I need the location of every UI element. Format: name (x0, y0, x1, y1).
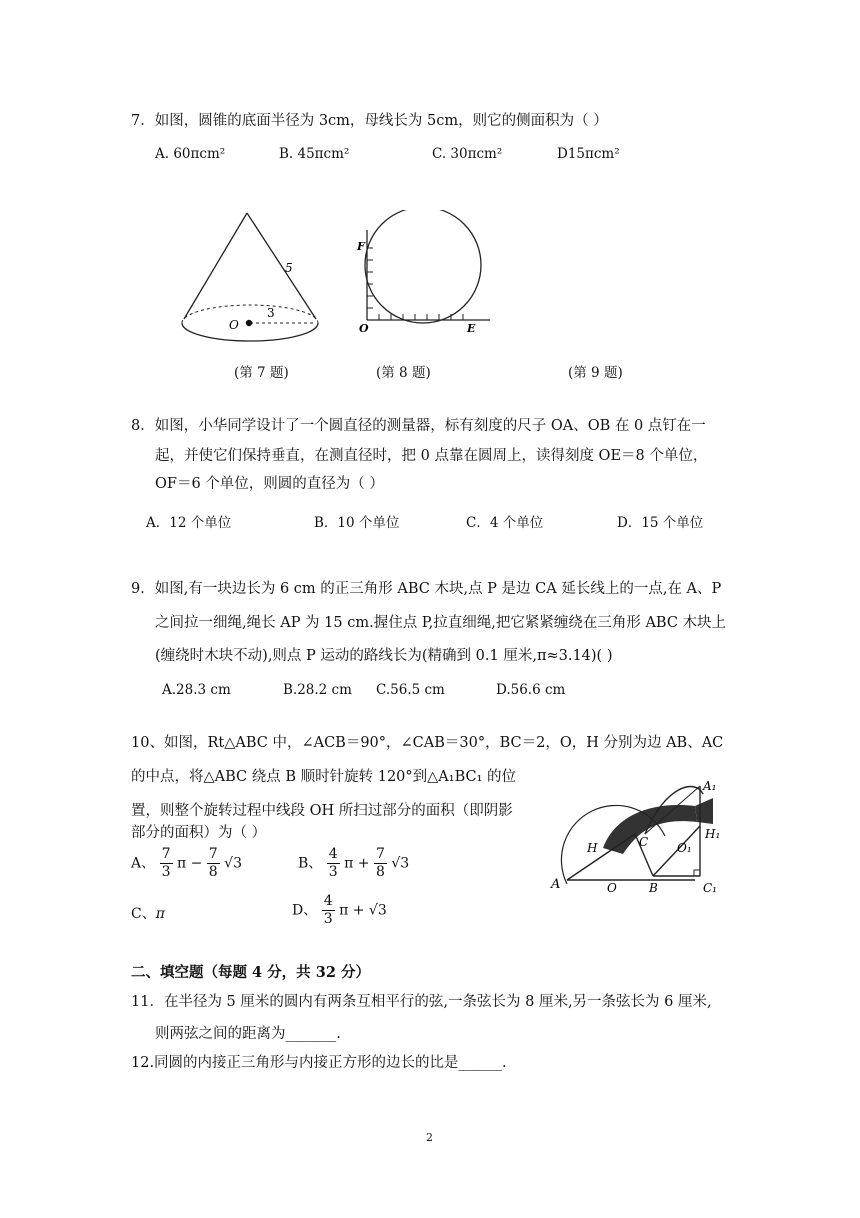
circle-label-f: F (357, 240, 365, 253)
q8-line3: OF＝6 个单位，则圆的直径为（ ） (155, 476, 384, 492)
q8-option-a: A．12 个单位 (146, 515, 232, 531)
q7-option-d: D15πcm² (557, 146, 620, 162)
q11-line1: 11．在半径为 5 厘米的圆内有两条互相平行的弦,一条弦长为 8 厘米,另一条弦长为 6 厘米, (131, 994, 712, 1010)
q9-option-c: C.56.5 cm (376, 682, 445, 698)
fig10-label-c1: C₁ (703, 881, 717, 895)
q10-line4: 部分的面积）为（ ） (131, 825, 267, 841)
fig10-label-o: O (607, 881, 617, 895)
fig10-label-o1: O₁ (677, 841, 692, 855)
fig10-label-a: A (551, 877, 561, 892)
section2-title: 二、填空题（每题 4 分，共 32 分） (131, 964, 370, 981)
q9-option-b: B.28.2 cm (283, 682, 352, 698)
q10-option-d: D、 $\frac{4}{3}$ π + √3 (292, 893, 387, 927)
q10-line1: 10、如图，Rt△ABC 中，∠ACB＝90°，∠CAB＝30°，BC＝2，O，H 分别为边 AB、AC (131, 735, 724, 751)
fig10-label-h: H (587, 841, 598, 855)
q11-line2: 则两弦之间的距离为_______. (155, 1026, 341, 1042)
rotation-figure (545, 776, 730, 896)
q10-option-a: A、 $\frac{7}{3}$ π − $\frac{7}{8}$ √3 (131, 846, 242, 880)
q10-line3: 置，则整个旋转过程中线段 OH 所扫过部分的面积（即阴影 (131, 803, 513, 819)
q8-option-d: D．15 个单位 (617, 515, 704, 531)
circle-label-o: O (359, 322, 369, 335)
q8-line2: 起，并使它们保持垂直，在测直径时，把 0 点靠在圆周上，读得刻度 OE＝8 个单位， (155, 448, 708, 464)
cone-slant-label: 5 (285, 261, 293, 275)
q9-line3: (缠绕时木块不动),则点 P 运动的路线长为(精确到 0.1 厘米,π≈3.14)( ) (155, 648, 613, 664)
fraction: $\frac{7}{3}$ (161, 846, 171, 880)
cone-center-label: O (229, 318, 239, 332)
fraction: $\frac{7}{8}$ (208, 846, 218, 880)
cone-radius-label: 3 (267, 306, 275, 320)
circle-label-e: E (467, 322, 476, 335)
fig10-label-h1: H₁ (705, 827, 721, 841)
figure-caption-7: (第 7 题) (234, 365, 289, 381)
q10-option-c: C、π (131, 906, 165, 922)
q7-option-a: A. 60πcm² (155, 146, 226, 162)
q8-option-c: C．4 个单位 (466, 515, 544, 531)
q9-line1: 9．如图,有一块边长为 6 cm 的正三角形 ABC 木块,点 P 是边 CA 延长线上的一点,在 A、P (131, 581, 722, 597)
q7-option-b: B. 45πcm² (279, 146, 350, 162)
fraction: $\frac{7}{8}$ (375, 846, 385, 880)
figure-caption-8: (第 8 题) (376, 365, 431, 381)
circle-ruler-figure (355, 210, 495, 335)
q8-line1: 8．如图，小华同学设计了一个圆直径的测量器，标有刻度的尺子 OA、OB 在 0 点钉在一 (131, 418, 706, 434)
page-number: 2 (426, 1131, 433, 1144)
fig10-label-a1: A₁ (703, 779, 717, 793)
q8-option-b: B．10 个单位 (314, 515, 400, 531)
q9-line2: 之间拉一细绳,绳长 AP 为 15 cm.握住点 P,拉直细绳,把它紧紧缠绕在三角形 ABC 木块上 (155, 615, 727, 631)
q7-text: 7．如图，圆锥的底面半径为 3cm，母线长为 5cm，则它的侧面积为（ ） (131, 113, 608, 129)
fig10-label-b: B (649, 881, 658, 895)
q9-option-d: D.56.6 cm (496, 682, 566, 698)
q9-option-a: A.28.3 cm (162, 682, 231, 698)
q7-option-c: C. 30πcm² (432, 146, 503, 162)
figure-caption-9: (第 9 题) (568, 365, 623, 381)
q10-line2: 的中点，将△ABC 绕点 B 顺时针旋转 120°到△A₁BC₁ 的位 (131, 769, 517, 785)
q10-option-b: B、 $\frac{4}{3}$ π + $\frac{7}{8}$ √3 (298, 846, 410, 880)
fig10-label-c: C (639, 835, 649, 849)
fraction: $\frac{4}{3}$ (328, 846, 338, 880)
fraction: $\frac{4}{3}$ (323, 893, 333, 927)
cone-figure (175, 205, 330, 350)
q12-text: 12.同圆的内接正三角形与内接正方形的边长的比是______. (131, 1055, 507, 1071)
